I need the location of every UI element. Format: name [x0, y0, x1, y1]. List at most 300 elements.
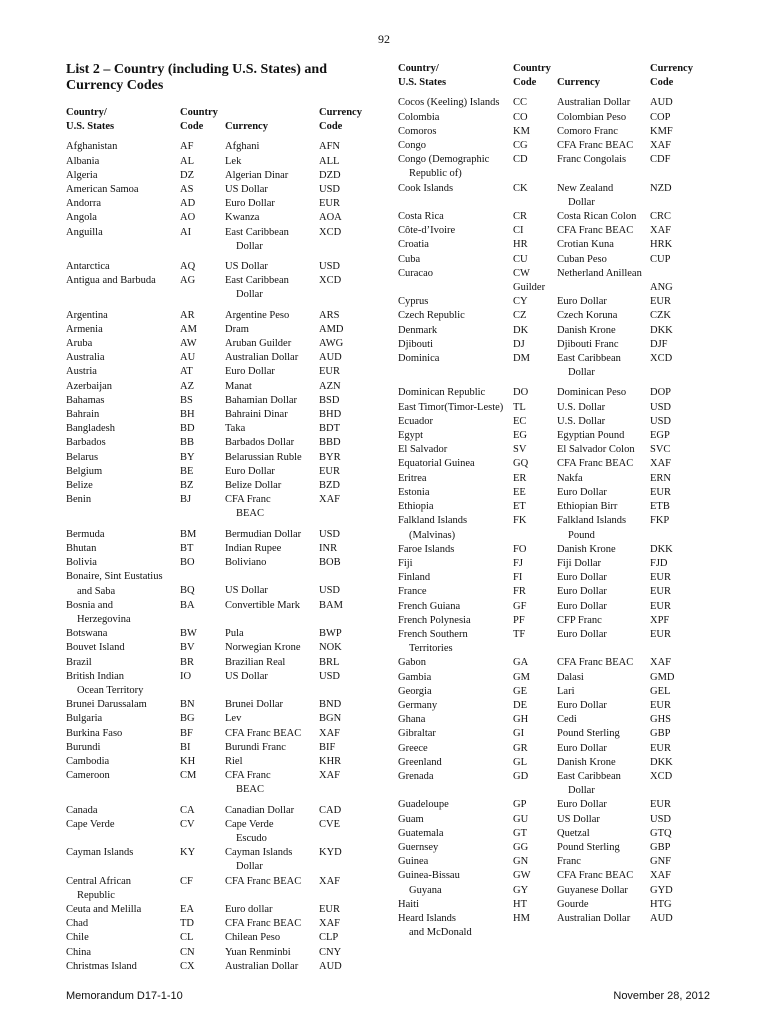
currency-cell [557, 628, 650, 656]
currency-code-cell: USD [319, 585, 341, 597]
table-row [398, 210, 708, 224]
currency-code-cell: KMF [650, 125, 673, 137]
table-row [398, 415, 708, 429]
currency-cell [225, 365, 319, 379]
currency-name: Czech Koruna [557, 310, 618, 322]
currency-name: US Dollar [557, 813, 600, 825]
country-name: Ghana [398, 714, 426, 726]
country-code-cell: AG [180, 275, 196, 287]
currency-name: Euro Dollar [557, 486, 607, 498]
country-name: Grenada [398, 770, 434, 782]
table-row [66, 303, 366, 323]
currency-code-cell: INR [319, 542, 338, 554]
currency-cell [557, 182, 650, 210]
country-code-cell: BH [180, 409, 195, 421]
country-code-cell: BB [180, 437, 195, 449]
currency-code-cell: COP [650, 111, 671, 123]
currency-cell [557, 153, 650, 181]
currency-code-cell: XAF [319, 770, 341, 782]
currency-cell [225, 946, 319, 960]
currency-code-cell: AUD [319, 960, 342, 972]
currency-name: Euro Dollar [557, 586, 607, 598]
currency-cell [557, 756, 650, 770]
country-name: Bhutan [66, 542, 97, 554]
country-code-cell: CC [513, 97, 528, 109]
currency-name: Crotian Kuna [557, 239, 614, 251]
currency-cell [557, 600, 650, 614]
country-name: Guinea [398, 856, 429, 868]
table-row [66, 931, 366, 945]
currency-name: Argentine Peso [225, 309, 290, 321]
country-code-cell: BT [180, 542, 194, 554]
country-name-continued: Herzegovina [77, 613, 131, 625]
table-row [66, 556, 366, 570]
currency-code-cell: CZK [650, 310, 671, 322]
country-cell [66, 380, 180, 394]
country-code-cell: EG [513, 430, 527, 442]
country-name: East Timor(Timor-Leste) [398, 401, 504, 413]
currency-name: Bahraini Dinar [225, 409, 288, 421]
currency-name: Euro Dollar [557, 799, 607, 811]
country-name: Ceuta and Melilla [66, 903, 142, 915]
country-code-cell: GL [513, 756, 527, 768]
currency-cell [225, 226, 319, 254]
currency-code-cell: USD [319, 261, 341, 273]
currency-code-cell: EUR [319, 198, 340, 210]
table-row [66, 798, 366, 818]
country-cell [398, 338, 513, 352]
country-cell [66, 197, 180, 211]
country-name: Afghanistan [66, 141, 118, 153]
currency-cell [557, 210, 650, 224]
currency-code-cell: HTG [650, 898, 672, 910]
country-name-continued: (Malvinas) [409, 529, 456, 541]
currency-code-cell: XAF [650, 458, 672, 470]
currency-code-cell: EUR [319, 465, 340, 477]
country-code-cell: CK [513, 182, 528, 194]
country-cell [398, 443, 513, 457]
country-name: Falkland Islands [398, 515, 468, 527]
right-table-body [398, 96, 708, 940]
country-code-cell: PF [513, 614, 525, 626]
currency-cell [225, 846, 319, 874]
currency-code-cell: GNF [650, 856, 672, 868]
country-code-cell: BF [180, 727, 193, 739]
country-cell [66, 254, 180, 274]
country-code-cell: CD [513, 154, 528, 166]
country-name: France [398, 586, 427, 598]
country-cell [66, 627, 180, 641]
currency-name-continued: Dollar [568, 367, 595, 379]
currency-name: U.S. Dollar [557, 401, 606, 413]
table-row [66, 712, 366, 726]
country-name: Guadeloupe [398, 799, 449, 811]
table-row [66, 917, 366, 931]
table-row [398, 443, 708, 457]
table-row [398, 912, 708, 940]
country-name-continued: and McDonald [409, 927, 472, 939]
table-row [66, 570, 366, 598]
country-cell [66, 522, 180, 542]
currency-cell [557, 869, 650, 883]
currency-code-cell: DKK [650, 756, 673, 768]
table-row [398, 139, 708, 153]
country-cell [66, 422, 180, 436]
currency-name: US Dollar [225, 670, 268, 682]
table-row [66, 846, 366, 874]
country-cell [66, 479, 180, 493]
currency-cell [557, 514, 650, 542]
currency-code-cell: FJD [650, 557, 668, 569]
table-row [398, 685, 708, 699]
country-name: Bermuda [66, 528, 105, 540]
country-code-cell: GQ [513, 458, 529, 470]
country-cell [398, 585, 513, 599]
currency-name: Yuan Renminbi [225, 946, 291, 958]
currency-name: CFA Franc BEAC [557, 458, 634, 470]
currency-cell [225, 712, 319, 726]
currency-name: Euro Dollar [225, 366, 275, 378]
country-name: Croatia [398, 239, 429, 251]
country-code-cell: BO [180, 557, 195, 569]
table-row [398, 855, 708, 869]
country-code-cell: CG [513, 140, 528, 152]
table-row [66, 351, 366, 365]
country-cell [398, 238, 513, 252]
table-row [66, 542, 366, 556]
country-code-cell: BI [180, 741, 191, 753]
country-cell [398, 253, 513, 267]
page-number: 92 [378, 32, 390, 46]
currency-cell [557, 253, 650, 267]
country-name: Bonaire, Sint Eustatius [66, 571, 163, 583]
country-cell [66, 917, 180, 931]
country-cell [66, 570, 180, 598]
country-code-cell: DE [513, 699, 527, 711]
currency-name: Taka [225, 423, 246, 435]
currency-name: Fiji Dollar [557, 557, 602, 569]
country-code-cell: CO [513, 111, 528, 123]
currency-code-cell: EUR [650, 586, 671, 598]
country-name: El Salvador [398, 444, 448, 456]
country-name: Gabon [398, 657, 426, 669]
currency-name: Euro Dollar [225, 465, 275, 477]
country-cell [66, 769, 180, 797]
country-name: Belgium [66, 465, 103, 477]
currency-cell [557, 96, 650, 110]
currency-cell [557, 139, 650, 153]
currency-name: El Salvador Colon [557, 444, 635, 456]
currency-code-cell: BSD [319, 394, 340, 406]
table-row [66, 436, 366, 450]
currency-code-cell: BND [319, 699, 342, 711]
country-cell [398, 543, 513, 557]
country-name: China [66, 946, 92, 958]
left-column [66, 62, 366, 974]
country-code-cell: TL [513, 401, 526, 413]
country-cell [66, 727, 180, 741]
currency-name: East Caribbean [225, 226, 289, 238]
currency-name-continued: BEAC [236, 508, 265, 520]
currency-code-cell: EUR [319, 366, 340, 378]
currency-code-cell: BZD [319, 480, 340, 492]
currency-code-cell: EUR [650, 600, 671, 612]
country-code-cell: DK [513, 324, 529, 336]
country-name: Aruba [66, 338, 93, 350]
country-name: Belize [66, 480, 93, 492]
currency-code-cell: KHR [319, 755, 342, 767]
country-code-cell: BJ [180, 494, 192, 506]
currency-code-cell: USD [319, 184, 341, 196]
currency-name: Brunei Dollar [225, 699, 284, 711]
currency-cell [225, 436, 319, 450]
country-code-cell: AD [180, 198, 196, 210]
country-code-cell: CF [180, 875, 193, 887]
country-name: Canada [66, 804, 98, 816]
country-cell [398, 756, 513, 770]
currency-cell [225, 903, 319, 917]
currency-name: Euro dollar [225, 903, 273, 915]
country-cell [398, 267, 513, 295]
currency-cell [557, 585, 650, 599]
country-name: Brunei Darussalam [66, 699, 147, 711]
currency-code-cell: BIF [319, 741, 336, 753]
currency-code-cell: BYR [319, 451, 341, 463]
currency-cell [225, 627, 319, 641]
currency-code-cell: XAF [650, 225, 672, 237]
country-code-cell: GN [513, 856, 529, 868]
table-row [66, 670, 366, 698]
country-name: French Southern [398, 628, 468, 640]
currency-cell [225, 380, 319, 394]
country-name: Fiji [398, 557, 413, 569]
currency-cell [225, 542, 319, 556]
currency-cell [225, 570, 319, 598]
currency-code-cell: EUR [650, 486, 671, 498]
country-code-cell: HR [513, 239, 528, 251]
currency-cell [557, 912, 650, 940]
country-cell [398, 472, 513, 486]
country-name: Bangladesh [66, 423, 115, 435]
country-cell [398, 125, 513, 139]
currency-cell [225, 741, 319, 755]
currency-name: Kwanza [225, 212, 260, 224]
table-row [66, 155, 366, 169]
table-row [66, 183, 366, 197]
currency-cell [557, 813, 650, 827]
country-code-cell: GI [513, 728, 525, 740]
country-code-cell: DJ [513, 338, 525, 350]
country-code-cell: FJ [513, 557, 523, 569]
country-name: Estonia [398, 486, 430, 498]
currency-cell [225, 140, 319, 154]
country-code-cell: FI [513, 572, 523, 584]
country-cell [398, 380, 513, 400]
country-code-cell: KM [513, 125, 530, 137]
header-country-code: Country Code [513, 63, 551, 89]
currency-name: CFA Franc BEAC [225, 727, 302, 739]
currency-cell [557, 472, 650, 486]
country-cell [398, 111, 513, 125]
table-row [398, 267, 708, 295]
currency-cell [557, 656, 650, 670]
country-name: Christmas Island [66, 960, 137, 972]
country-code-cell: CU [513, 253, 528, 265]
currency-cell [225, 422, 319, 436]
currency-code-cell: DKK [650, 324, 673, 336]
country-name: Gambia [398, 671, 432, 683]
currency-code-cell: ANG [650, 282, 673, 294]
country-name: Bahamas [66, 394, 105, 406]
table-row [66, 422, 366, 436]
table-row [66, 451, 366, 465]
table-row [66, 522, 366, 542]
currency-cell [557, 699, 650, 713]
currency-cell [557, 713, 650, 727]
currency-name: Ethiopian Birr [557, 501, 618, 513]
currency-cell [225, 798, 319, 818]
currency-name: Boliviano [225, 557, 267, 569]
currency-code-cell: USD [650, 415, 672, 427]
currency-code-cell: BWP [319, 628, 342, 640]
country-code-cell: CY [513, 296, 528, 308]
country-cell [398, 770, 513, 798]
currency-cell [225, 493, 319, 521]
currency-code-cell: SVC [650, 444, 671, 456]
country-name: French Polynesia [398, 614, 471, 626]
currency-name: Chilean Peso [225, 932, 281, 944]
table-row [398, 486, 708, 500]
country-cell [398, 295, 513, 309]
currency-code-cell: XAF [319, 727, 341, 739]
currency-code-cell: ERN [650, 472, 671, 484]
country-name: Cocos (Keeling) Islands [398, 97, 500, 109]
currency-cell [225, 656, 319, 670]
currency-code-cell: AZN [319, 380, 341, 392]
table-row [398, 898, 708, 912]
country-name: Côte-d’Ivoire [398, 225, 456, 237]
country-name: Chad [66, 918, 89, 930]
country-cell [398, 713, 513, 727]
currency-cell [557, 770, 650, 798]
currency-name: Cape Verde [225, 818, 274, 830]
country-name: Equatorial Guinea [398, 458, 475, 470]
country-cell [66, 337, 180, 351]
currency-name: Danish Krone [557, 324, 616, 336]
country-name: Bolivia [66, 557, 97, 569]
country-name: Bouvet Island [66, 642, 125, 654]
table-row [398, 713, 708, 727]
country-cell [398, 855, 513, 869]
currency-code-cell: EUR [650, 742, 671, 754]
country-code-cell: BR [180, 656, 195, 668]
currency-cell [557, 486, 650, 500]
country-cell [398, 869, 513, 883]
currency-cell [225, 274, 319, 302]
currency-code-cell: GEL [650, 685, 671, 697]
country-name: Albania [66, 155, 100, 167]
country-cell [398, 827, 513, 841]
currency-name: Netherland Anillean [557, 267, 642, 279]
currency-name: US Dollar [225, 585, 268, 597]
currency-name: Guyanese Dollar [557, 884, 628, 896]
country-cell [398, 352, 513, 380]
currency-name-continued: BEAC [236, 784, 265, 796]
currency-cell [225, 408, 319, 422]
country-name: Bahrain [66, 409, 100, 421]
country-cell [398, 656, 513, 670]
currency-cell [557, 309, 650, 323]
currency-name-continued: Dollar [236, 289, 263, 301]
currency-cell [225, 875, 319, 903]
currency-cell [225, 769, 319, 797]
currency-code-cell: ARS [319, 309, 340, 321]
table-row [398, 756, 708, 770]
table-row [398, 253, 708, 267]
country-code-cell: GH [513, 714, 529, 726]
currency-code-cell: EGP [650, 430, 670, 442]
country-cell [398, 571, 513, 585]
currency-code-cell: EUR [650, 296, 671, 308]
country-cell [398, 96, 513, 110]
currency-name: Euro Dollar [557, 600, 607, 612]
currency-code-cell: BHD [319, 409, 342, 421]
country-code-cell: GM [513, 671, 530, 683]
country-name: Cyprus [398, 296, 429, 308]
country-name: Dominican Republic [398, 387, 486, 399]
country-cell [398, 628, 513, 656]
table-row [66, 946, 366, 960]
country-name: Chile [66, 932, 89, 944]
currency-name: Brazilian Real [225, 656, 286, 668]
country-name: Azerbaijan [66, 380, 113, 392]
country-code-cell: GG [513, 841, 529, 853]
currency-code-cell: XAF [650, 870, 672, 882]
currency-name: Bermudian Dollar [225, 528, 302, 540]
country-cell [398, 182, 513, 210]
country-name: Armenia [66, 323, 103, 335]
country-cell [66, 556, 180, 570]
currency-code-cell: BOB [319, 557, 341, 569]
table-row [66, 197, 366, 211]
country-name: Czech Republic [398, 310, 465, 322]
country-name: Djibouti [398, 338, 434, 350]
country-cell [398, 153, 513, 181]
table-row [66, 875, 366, 903]
currency-cell [557, 614, 650, 628]
currency-code-cell: DKK [650, 543, 673, 555]
country-cell [66, 656, 180, 670]
country-code-cell: CW [513, 267, 530, 279]
currency-name: Nakfa [557, 472, 583, 484]
currency-code-cell: BDT [319, 423, 340, 435]
currency-code-cell: GHS [650, 714, 672, 726]
country-name: Curacao [398, 267, 433, 279]
currency-cell [557, 500, 650, 514]
table-row [398, 656, 708, 670]
currency-name: Gourde [557, 898, 589, 910]
currency-name: East Caribbean [225, 275, 289, 287]
table-row [66, 818, 366, 846]
currency-name: Pound Sterling [557, 841, 620, 853]
currency-name: Aruban Guilder [225, 338, 292, 350]
currency-cell [225, 351, 319, 365]
country-code-cell: CL [180, 932, 194, 944]
table-row [398, 557, 708, 571]
country-cell [398, 557, 513, 571]
currency-code-cell: BAM [319, 599, 343, 611]
currency-cell [557, 125, 650, 139]
